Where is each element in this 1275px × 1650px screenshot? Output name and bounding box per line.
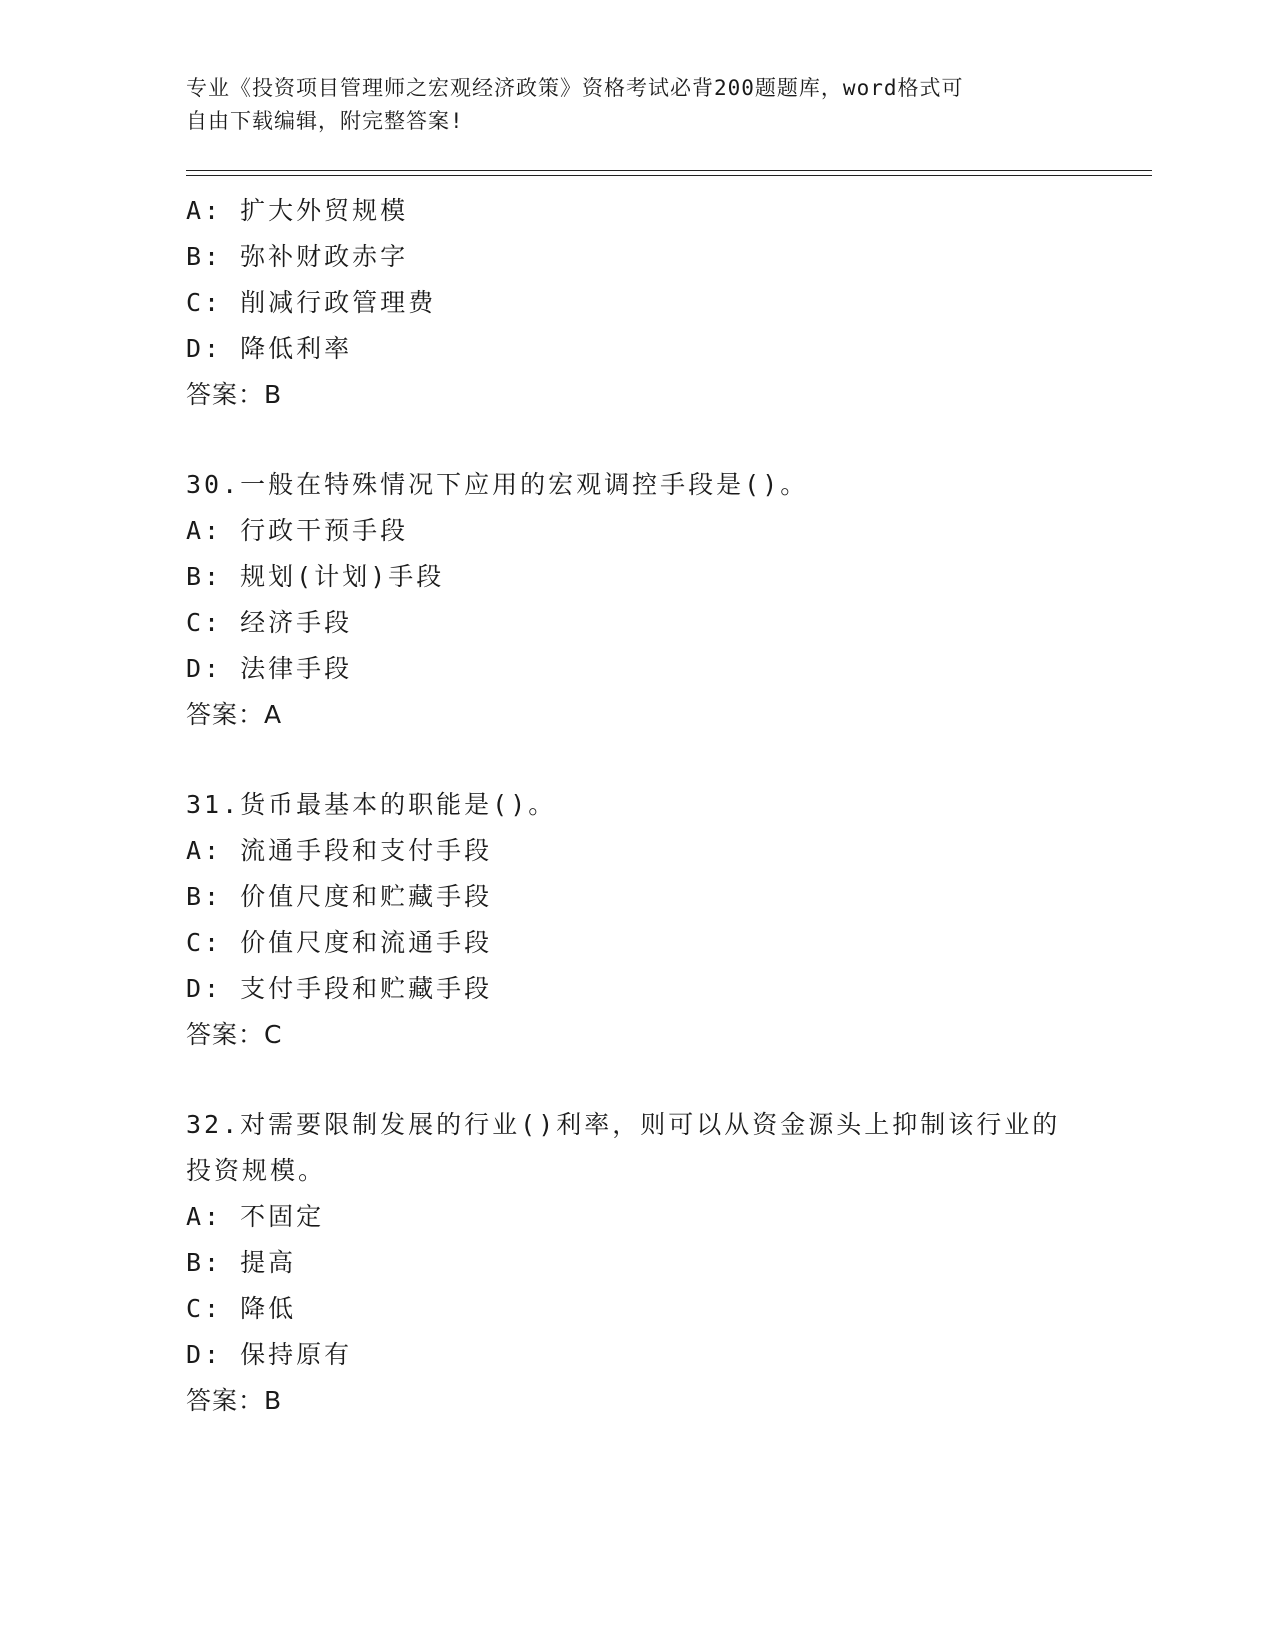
option-d: D: 保持原有 bbox=[186, 1340, 353, 1369]
question-block-30 bbox=[186, 462, 1116, 738]
header-rule-top bbox=[186, 170, 1152, 171]
option-d: D: 法律手段 bbox=[186, 654, 353, 683]
option-b: B: 价值尺度和贮藏手段 bbox=[186, 882, 493, 911]
question-block-31 bbox=[186, 782, 1116, 1058]
question-block-29 bbox=[186, 188, 1116, 418]
option-a: A: 行政干预手段 bbox=[186, 516, 409, 545]
option-c: C: 价值尺度和流通手段 bbox=[186, 928, 493, 957]
question-text: 31.货币最基本的职能是()。 bbox=[186, 790, 557, 819]
option-b: B: 提高 bbox=[186, 1248, 297, 1277]
question-text-line-2: 投资规模。 bbox=[186, 1156, 327, 1185]
answer-line: 答案：B bbox=[186, 1386, 283, 1415]
option-a: A: 不固定 bbox=[186, 1202, 325, 1231]
question-list bbox=[186, 188, 1116, 1424]
option-b: B: 规划(计划)手段 bbox=[186, 562, 445, 591]
spacer bbox=[186, 738, 1116, 782]
answer-line: 答案：B bbox=[186, 380, 283, 409]
option-c: C: 降低 bbox=[186, 1294, 297, 1323]
option-a: A: 扩大外贸规模 bbox=[186, 196, 409, 225]
answer-line: 答案：C bbox=[186, 1020, 283, 1049]
question-text-line-1: 32.对需要限制发展的行业()利率，则可以从资金源头上抑制该行业的 bbox=[186, 1110, 1061, 1139]
document-header bbox=[186, 72, 1066, 138]
option-c: C: 削减行政管理费 bbox=[186, 288, 437, 317]
option-d: D: 支付手段和贮藏手段 bbox=[186, 974, 493, 1003]
option-b: B: 弥补财政赤字 bbox=[186, 242, 409, 271]
option-c: C: 经济手段 bbox=[186, 608, 353, 637]
option-a: A: 流通手段和支付手段 bbox=[186, 836, 493, 865]
question-block-32 bbox=[186, 1102, 1116, 1424]
answer-line: 答案：A bbox=[186, 700, 283, 729]
option-d: D: 降低利率 bbox=[186, 334, 353, 363]
question-text: 30.一般在特殊情况下应用的宏观调控手段是()。 bbox=[186, 470, 809, 499]
header-rule-bottom bbox=[186, 175, 1152, 176]
header-line-2: 自由下载编辑，附完整答案! bbox=[186, 109, 464, 133]
header-line-1: 专业《投资项目管理师之宏观经济政策》资格考试必背200题题库，word格式可 bbox=[186, 76, 964, 100]
spacer bbox=[186, 418, 1116, 462]
spacer bbox=[186, 1058, 1116, 1102]
